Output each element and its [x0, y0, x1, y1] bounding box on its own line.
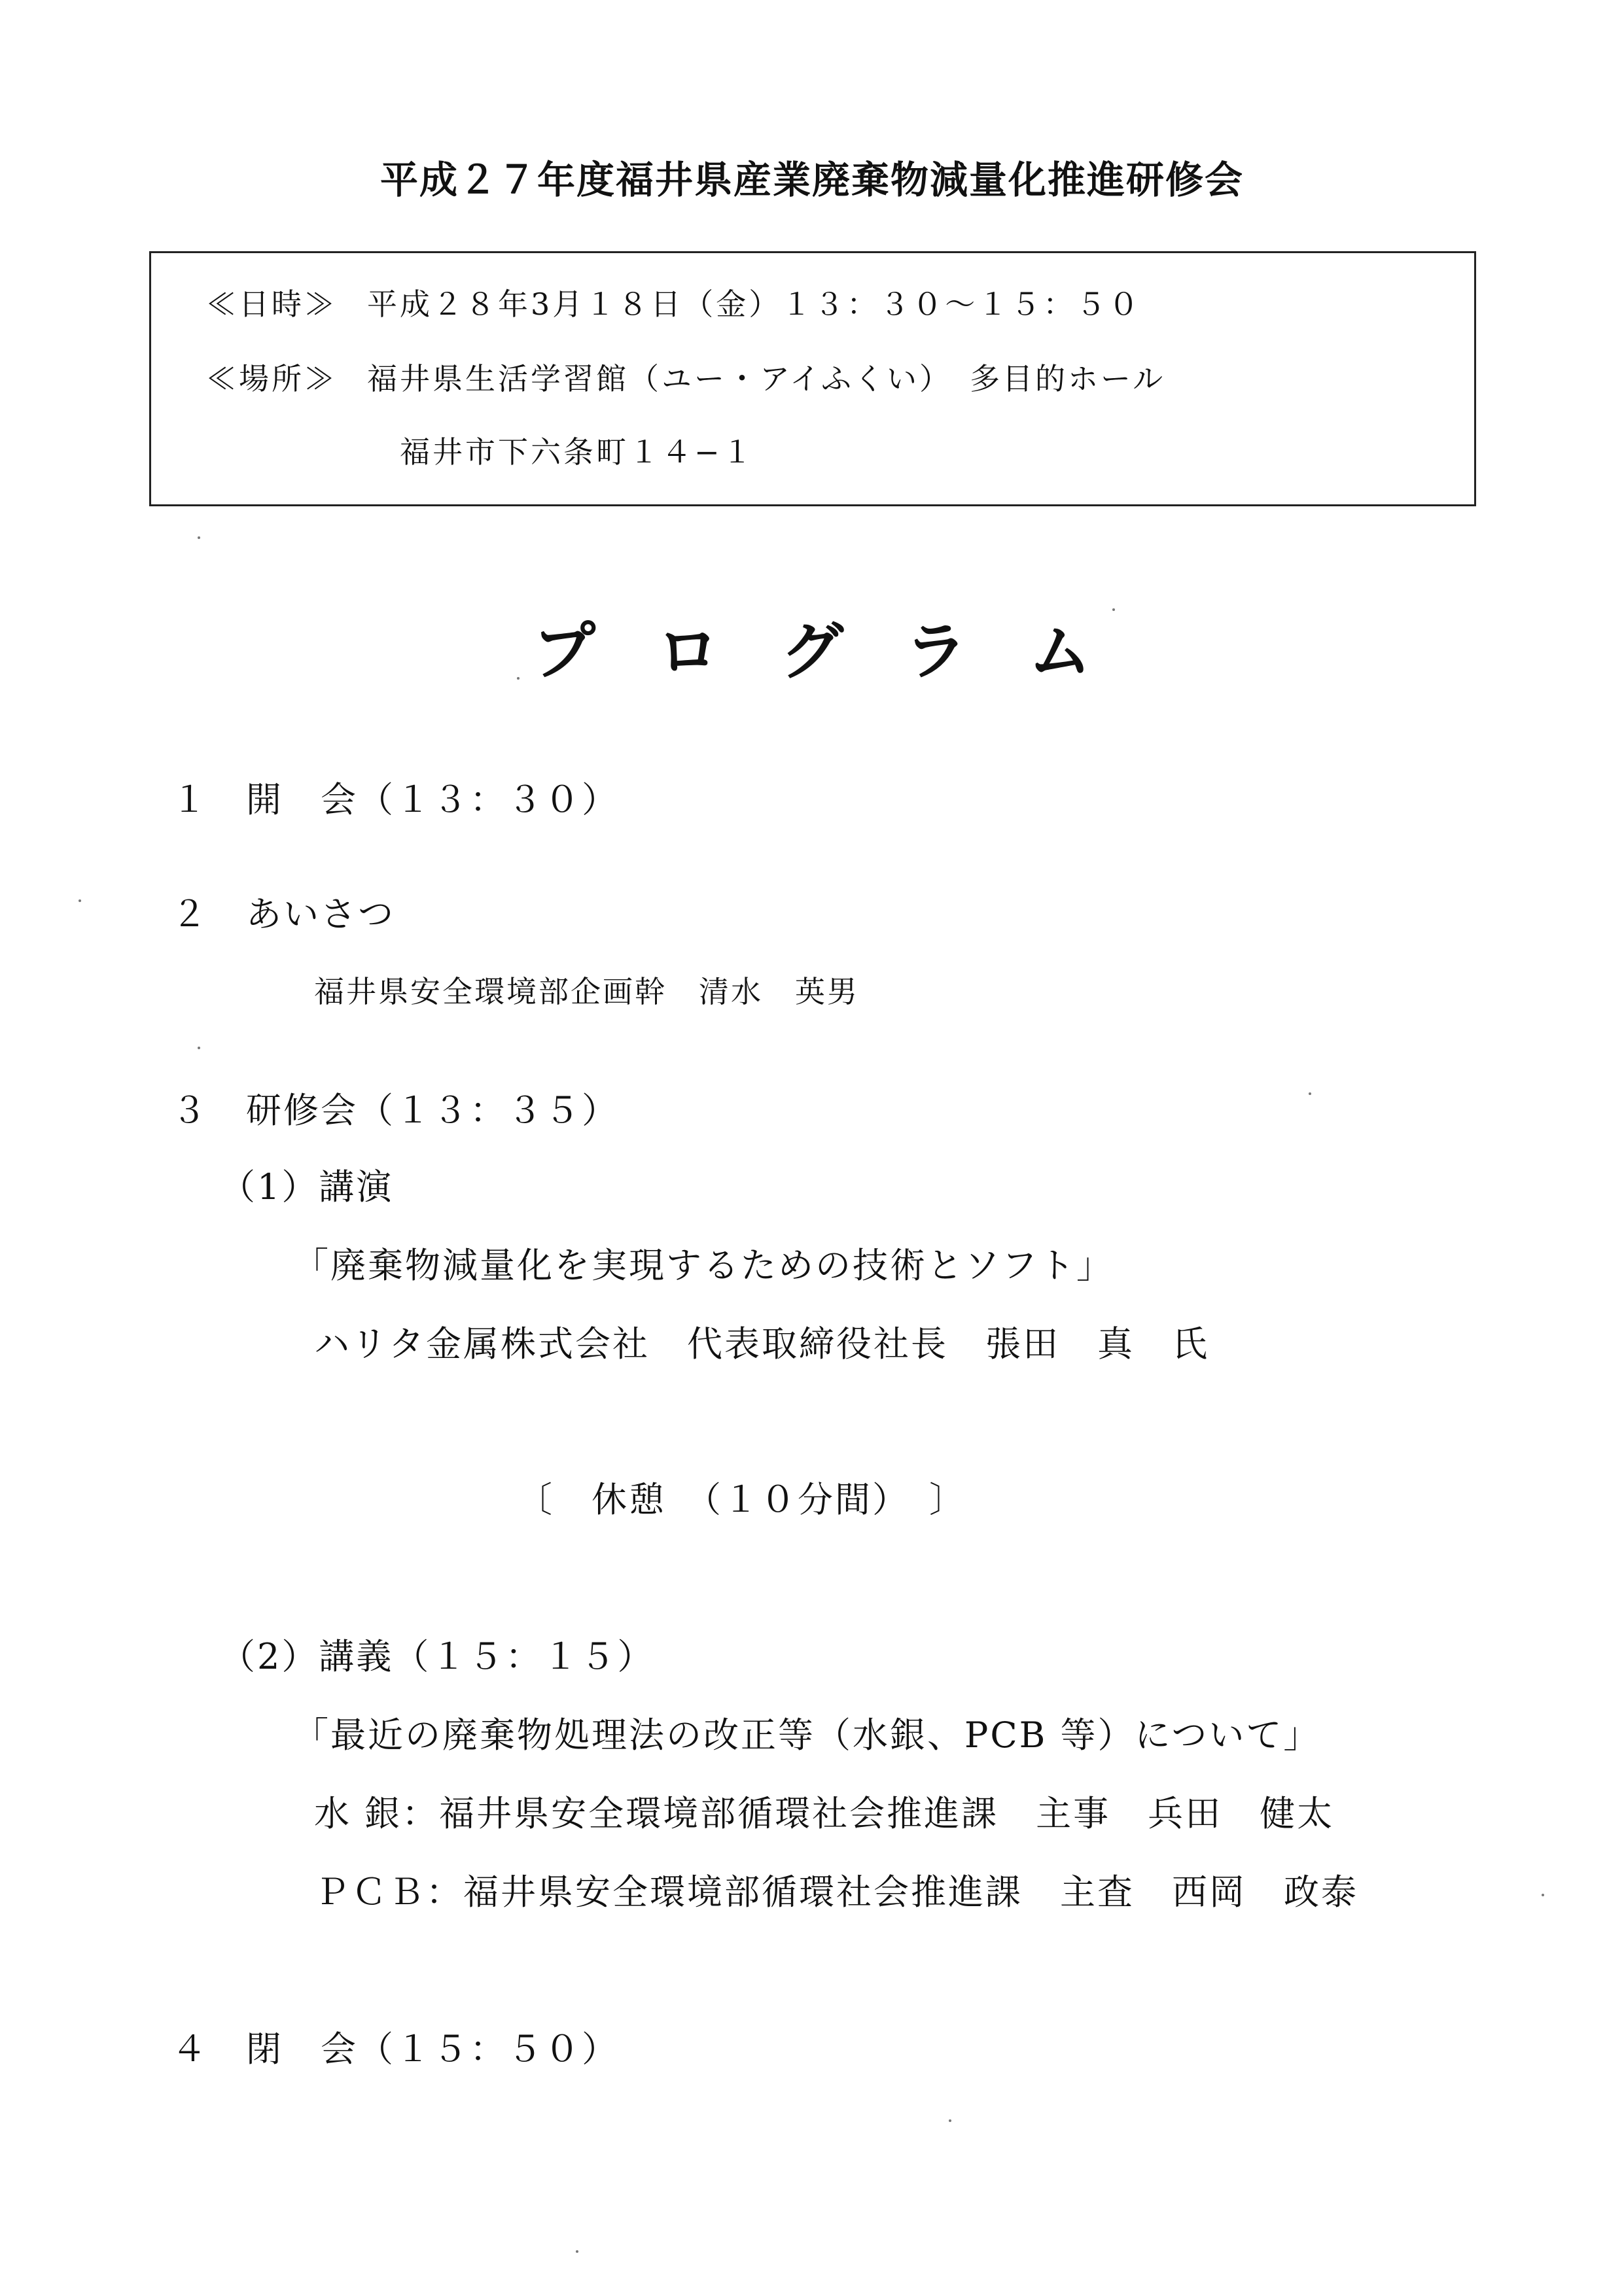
lecture-2-speaker-mercury: 水 銀：福井県安全環境部循環社会推進課 主事 兵田 健太	[314, 1793, 1335, 1834]
scan-speck	[517, 677, 520, 680]
item-seminar: ３ 研修会（１３：３５）	[171, 1090, 619, 1131]
scan-speck	[949, 2119, 951, 2122]
scan-speck	[198, 1047, 200, 1049]
datetime-value: 平成２８年3月１８日（金）１３：３０〜１５：５０	[367, 287, 1142, 322]
scan-speck	[1542, 1894, 1544, 1896]
document-title: 平成２７年度福井県産業廃棄物減量化推進研修会	[380, 158, 1244, 202]
lecture-2-topic: 「最近の廃棄物処理法の改正等（水銀、PCB 等）について」	[293, 1714, 1321, 1756]
scan-speck	[576, 2250, 578, 2253]
lecture-2-heading: （2）講義（１５：１５）	[220, 1636, 655, 1677]
scan-speck	[1309, 1092, 1311, 1095]
place-value: 福井県生活学習館（ユー・アイふくい） 多目的ホール	[367, 361, 1166, 396]
lecture-1-topic: 「廃棄物減量化を実現するための技術とソフト」	[293, 1245, 1114, 1286]
scan-speck	[198, 536, 200, 539]
lecture-2-speaker-pcb: ＰＣＢ：福井県安全環境部循環社会推進課 主査 西岡 政泰	[314, 1871, 1358, 1913]
item-greeting: ２ あいさつ	[171, 894, 395, 935]
item-closing: ４ 閉 会（１５：５０）	[171, 2028, 619, 2070]
scan-speck	[1112, 608, 1115, 611]
program-heading: プ ロ グ ラ ム	[533, 615, 1091, 688]
lecture-1-speaker: ハリタ金属株式会社 代表取締役社長 張田 真 氏	[314, 1323, 1209, 1365]
scan-speck	[79, 899, 81, 902]
lecture-1-heading: （1）講演	[220, 1166, 394, 1208]
place-label: ≪場所≫	[206, 361, 337, 396]
address: 福井市下六条町１４−１	[400, 434, 755, 470]
greeting-speaker: 福井県安全環境部企画幹 清水 英男	[314, 974, 859, 1009]
break-notice: 〔 休憩 （１０分間） 〕	[517, 1479, 966, 1520]
datetime-label: ≪日時≫	[206, 287, 337, 322]
event-info-box	[149, 251, 1476, 506]
item-opening: １ 開 会（１３：３０）	[171, 779, 619, 820]
